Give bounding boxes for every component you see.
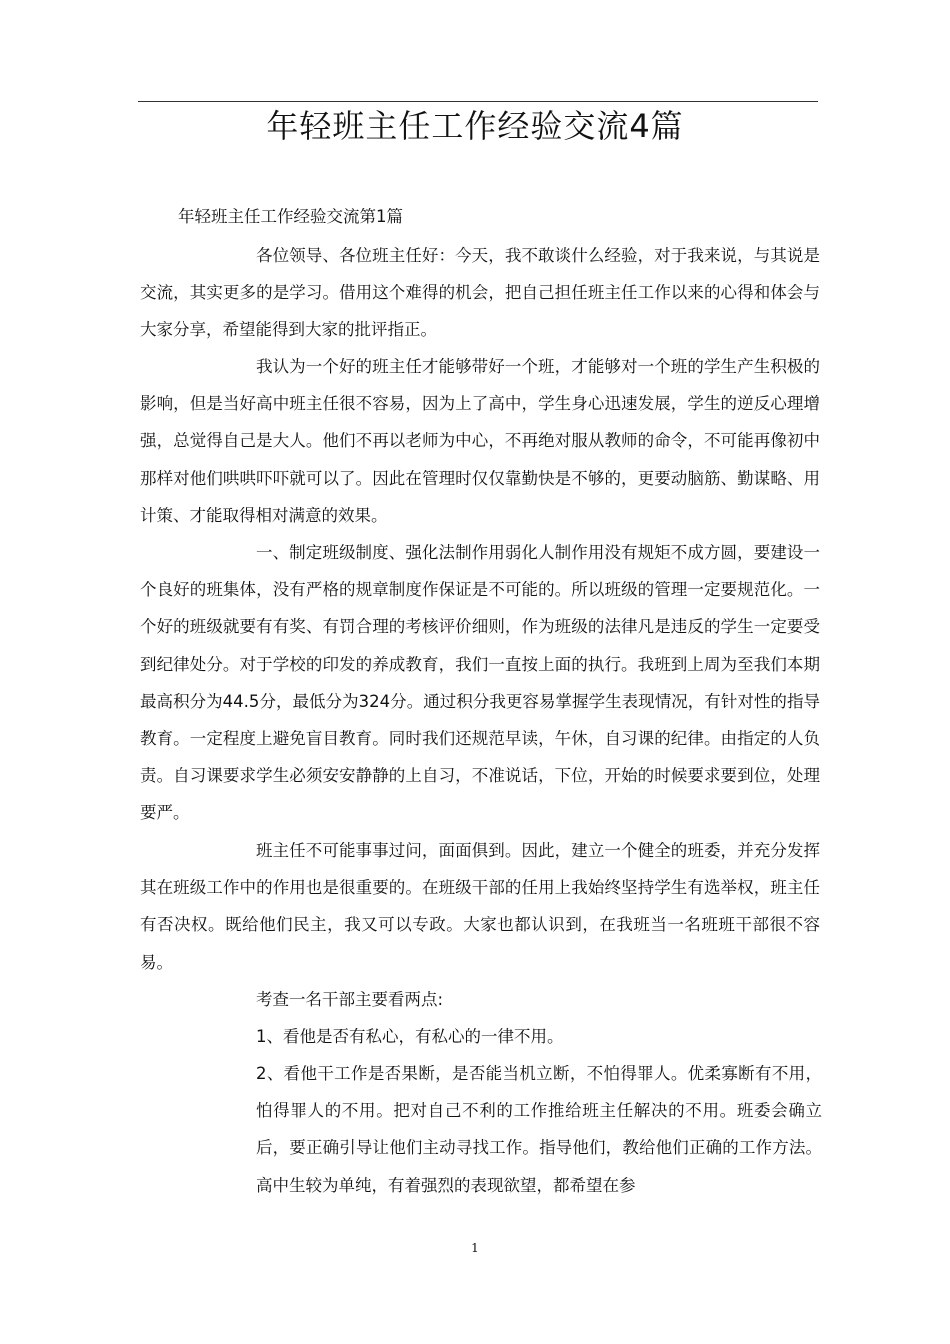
paragraph-1: 各位领导、各位班主任好：今天，我不敢谈什么经验，对于我来说，与其说是交流，其实更多的是学习。借用这个难得的机会，把自己担任班主任工作以来的心得和体会与大家分享，希望能得到大家的批评指正。 bbox=[140, 246, 820, 340]
paragraph-3: 一、制定班级制度、强化法制作用弱化人制作用没有规矩不成方圆，要建设一个良好的班集体，没有严格的规章制度作保证是不可能的。所以班级的管理一定要规范化。一个好的班级就要有有奖、有罚合理的考核评价细则，作为班级的法律凡是违反的学生一定要受到纪律处分。对于学校的印发的养成教育，我们一直按上面的执行。我班到上周为至我们本期最高积分为44.5分，最低分为324分。通过积分我更容易掌握学生表现情况，有针对性的指导教育。一定程度上避免盲目教育。同时我们还规范早读，午休，自习课的纪律。由指定的人负责。自习课要求学生必须安安静静的上自习，不准说话，下位，开始的时候要求要到位，处理要严。 bbox=[140, 543, 820, 823]
paragraph-4: 班主任不可能事事过问，面面俱到。因此，建立一个健全的班委，并充分发挥其在班级工作中的作用也是很重要的。在班级干部的任用上我始终坚持学生有选举权，班主任有否决权。既给他们民主，我又可以专政。大家也都认识到，在我班当一名班班干部很不容易。 bbox=[140, 841, 820, 972]
criteria-intro: 考查一名干部主要看两点: bbox=[256, 990, 444, 1009]
header-rule bbox=[138, 101, 818, 102]
page-number: 1 bbox=[471, 1241, 479, 1255]
section-heading: 年轻班主任工作经验交流第1篇 bbox=[178, 207, 403, 226]
document-title: 年轻班主任工作经验交流4篇 bbox=[266, 107, 684, 145]
criteria-item-2: 2、看他干工作是否果断，是否能当机立断，不怕得罪人。优柔寡断有不用，怕得罪人的不用。把对自己不利的工作推给班主任解决的不用。班委会确立后，要正确引导让他们主动寻找工作。指导他们，教给他们正确的工作方法。高中生较为单纯，有着强烈的表现欲望，都希望在参 bbox=[256, 1064, 822, 1195]
criteria-item-1: 1、看他是否有私心，有私心的一律不用。 bbox=[256, 1027, 564, 1046]
paragraph-2: 我认为一个好的班主任才能够带好一个班，才能够对一个班的学生产生积极的影响，但是当好高中班主任很不容易，因为上了高中，学生身心迅速发展，学生的逆反心理增强，总觉得自己是大人。他们不再以老师为中心，不再绝对服从教师的命令，不可能再像初中那样对他们哄哄吓吓就可以了。因此在管理时仅仅靠勤快是不够的，更要动脑筋、勤谋略、用计策、才能取得相对满意的效果。 bbox=[140, 357, 820, 525]
